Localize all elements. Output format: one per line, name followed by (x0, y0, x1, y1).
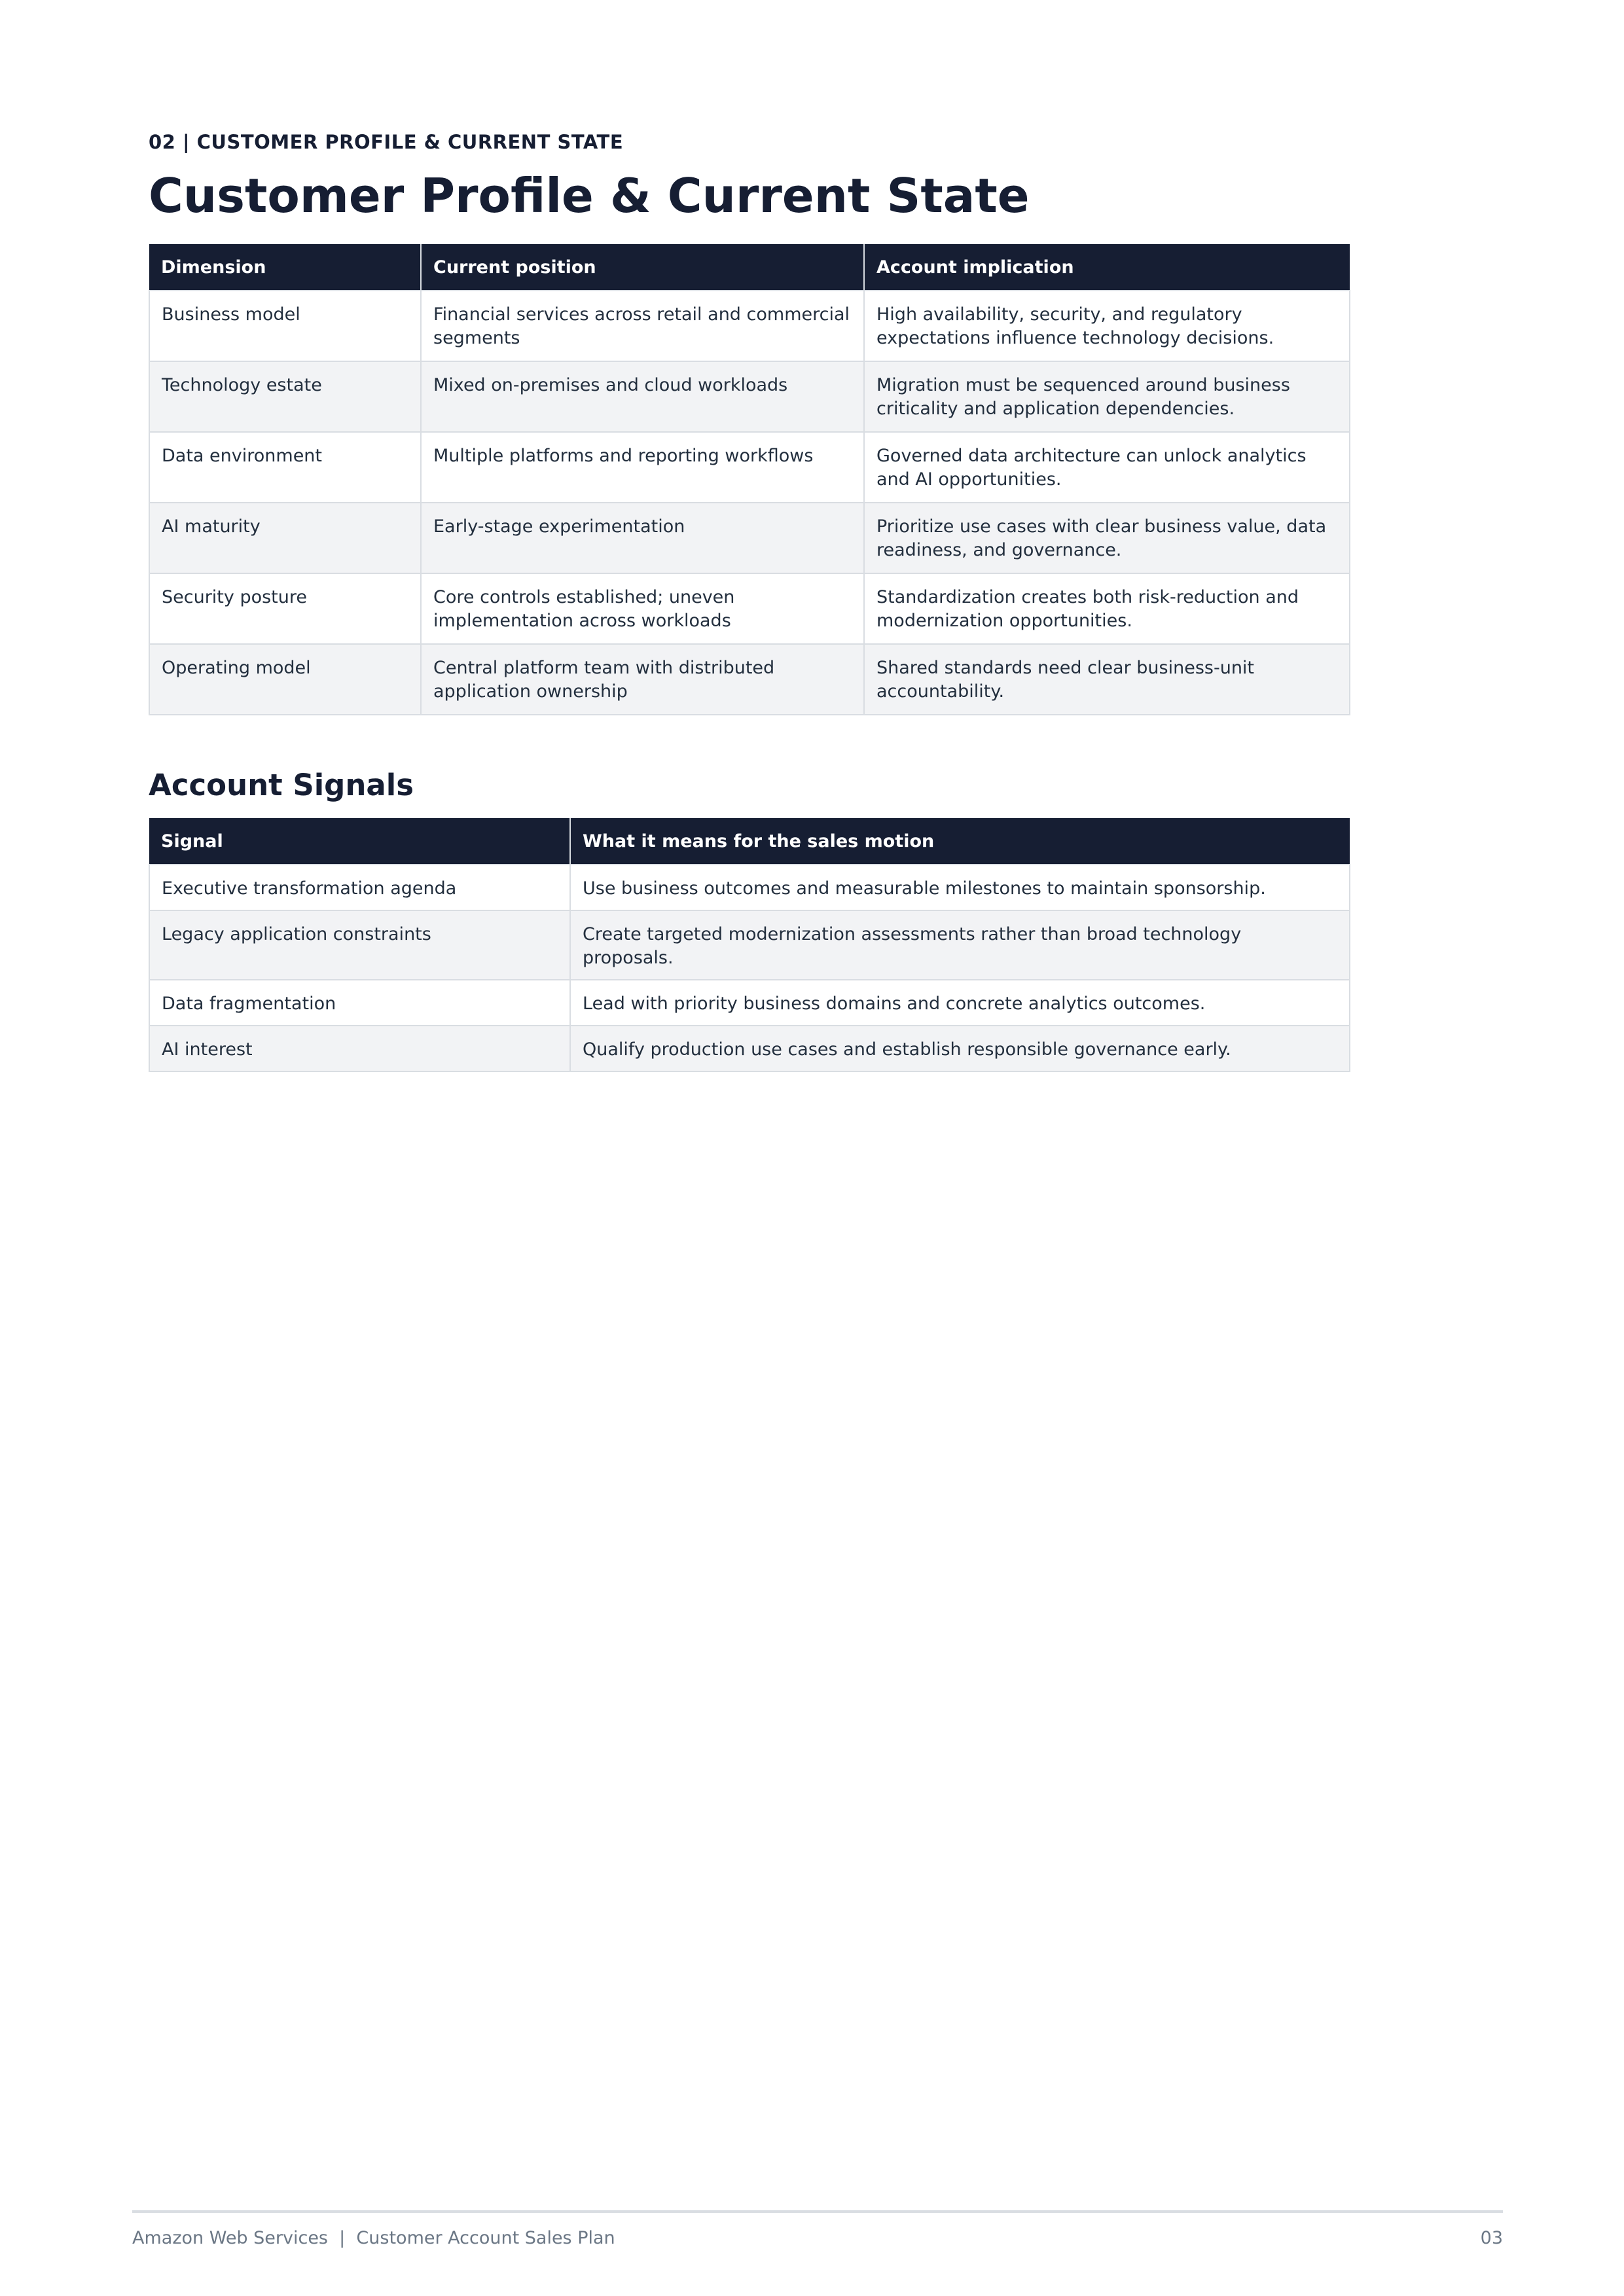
table-cell: Technology estate (149, 361, 421, 432)
table-cell: Mixed on-premises and cloud workloads (421, 361, 864, 432)
table-cell: Executive transformation agenda (149, 865, 570, 910)
section-kicker: 02 | CUSTOMER PROFILE & CURRENT STATE (149, 131, 624, 153)
table-cell: Security posture (149, 573, 421, 644)
table-row (149, 910, 1350, 980)
table-cell: Data environment (149, 432, 421, 503)
table-cell: AI interest (149, 1026, 570, 1071)
table-cell: Operating model (149, 644, 421, 715)
page-title: Customer Profile & Current State (149, 168, 1030, 223)
table-row (149, 361, 1350, 432)
table-row (149, 865, 1350, 910)
table-cell: Use business outcomes and measurable milestones to maintain sponsorship. (570, 865, 1350, 910)
table-cell: Create targeted modernization assessments rather than broad technology proposals. (570, 910, 1350, 980)
table-cell: Central platform team with distributed application ownership (421, 644, 864, 715)
table-row (149, 644, 1350, 715)
table-row (149, 1026, 1350, 1071)
page-number: 03 (1480, 2228, 1503, 2248)
table-cell: Financial services across retail and commercial segments (421, 291, 864, 361)
table-cell: Core controls established; uneven implementation across workloads (421, 573, 864, 644)
column-header: Current position (421, 244, 864, 291)
table-cell: Early-stage experimentation (421, 503, 864, 573)
account-signals-table (149, 818, 1350, 1072)
table-cell: Business model (149, 291, 421, 361)
table-cell: Governed data architecture can unlock analytics and AI opportunities. (864, 432, 1350, 503)
table-row (149, 980, 1350, 1026)
table-cell: Standardization creates both risk-reduction and modernization opportunities. (864, 573, 1350, 644)
footer-text: Amazon Web Services | Customer Account Sales Plan (132, 2228, 615, 2248)
table-header-row (149, 818, 1350, 865)
table-cell: Prioritize use cases with clear business value, data readiness, and governance. (864, 503, 1350, 573)
table-row (149, 503, 1350, 573)
table-cell: AI maturity (149, 503, 421, 573)
table-row (149, 573, 1350, 644)
table-cell: Migration must be sequenced around business criticality and application dependencies. (864, 361, 1350, 432)
table-row (149, 432, 1350, 503)
column-header: What it means for the sales motion (570, 818, 1350, 865)
column-header: Account implication (864, 244, 1350, 291)
table-cell: Data fragmentation (149, 980, 570, 1026)
table-cell: Qualify production use cases and establish responsible governance early. (570, 1026, 1350, 1071)
column-header: Signal (149, 818, 570, 865)
section-title: Account Signals (149, 768, 414, 802)
table-row (149, 291, 1350, 361)
table-cell: Shared standards need clear business-unit accountability. (864, 644, 1350, 715)
table-cell: High availability, security, and regulatory expectations influence technology decisions. (864, 291, 1350, 361)
table-cell: Multiple platforms and reporting workflows (421, 432, 864, 503)
table-cell: Legacy application constraints (149, 910, 570, 980)
customer-profile-table (149, 244, 1350, 715)
footer-divider (132, 2210, 1503, 2213)
column-header: Dimension (149, 244, 421, 291)
table-header-row (149, 244, 1350, 291)
table-cell: Lead with priority business domains and concrete analytics outcomes. (570, 980, 1350, 1026)
